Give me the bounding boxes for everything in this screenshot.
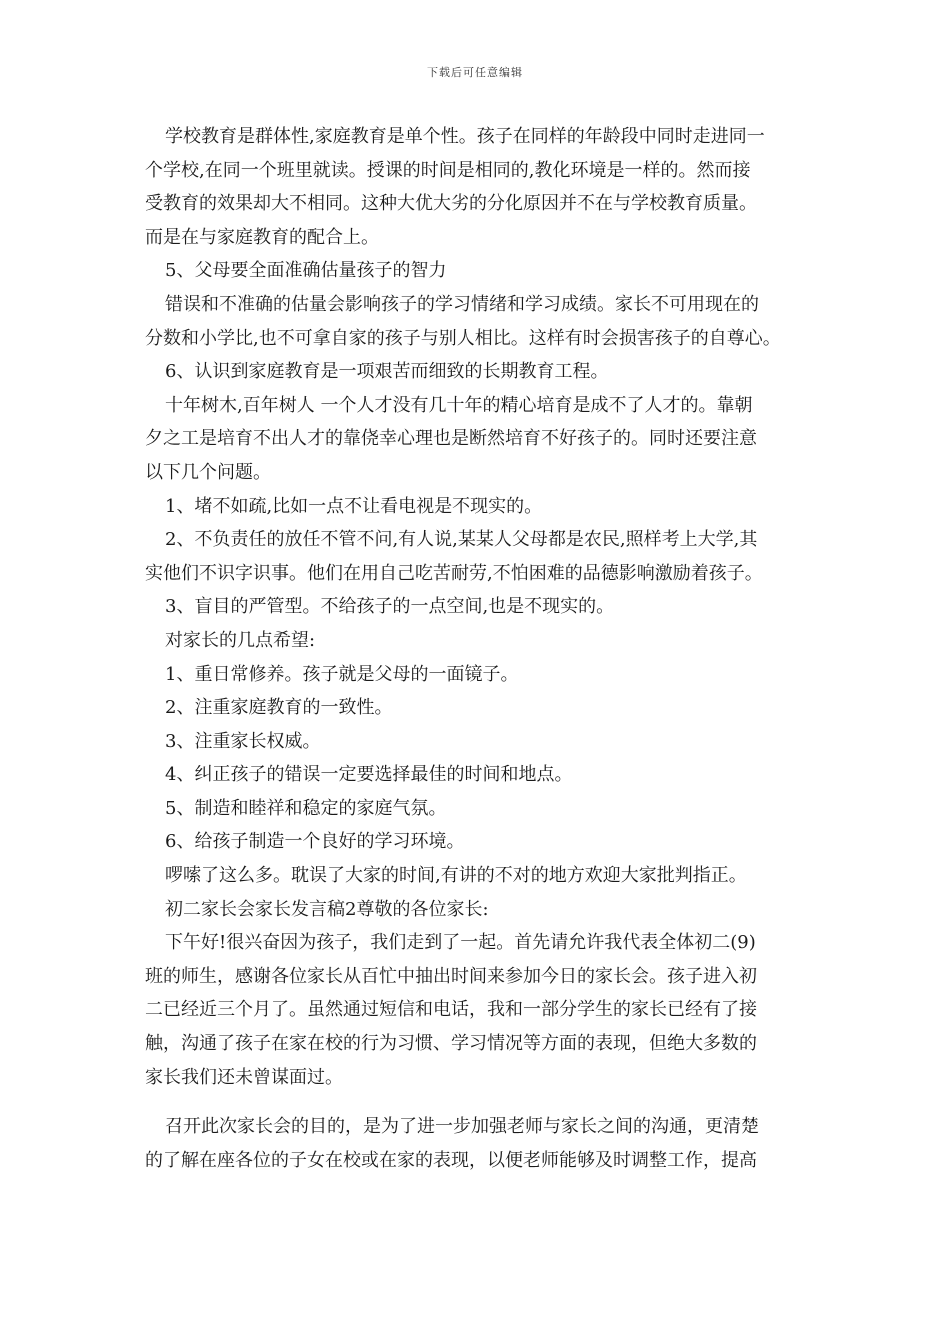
section-heading: 5、父母要全面准确估量孩子的智力 — [165, 260, 447, 282]
text-line: 啰嗦了这么多。耽误了大家的时间,有讲的不对的地方欢迎大家批判指正。 — [165, 865, 747, 887]
text-line: 十年树木,百年树人 一个人才没有几十年的精心培育是成不了人才的。靠朝 — [165, 394, 753, 416]
text-line: 而是在与家庭教育的配合上。 — [145, 226, 379, 248]
list-item: 2、不负责任的放任不管不问,有人说,某某人父母都是农民,照样考上大学,其 — [165, 529, 758, 551]
list-item: 2、注重家庭教育的一致性。 — [165, 697, 393, 719]
list-item: 1、堵不如疏,比如一点不让看电视是不现实的。 — [165, 495, 543, 517]
list-item: 3、盲目的严管型。不给孩子的一点空间,也是不现实的。 — [165, 596, 615, 618]
text-line: 的了解在座各位的子女在校或在家的表现，以便老师能够及时调整工作，提高 — [145, 1149, 757, 1171]
text-line: 实他们不识字识事。他们在用自己吃苦耐劳,不怕困难的品德影响激励着孩子。 — [145, 562, 763, 584]
page-header: 下载后可任意编辑 — [427, 66, 523, 79]
list-item: 3、注重家长权威。 — [165, 730, 321, 752]
section-heading: 对家长的几点希望: — [165, 629, 316, 651]
text-line: 夕之工是培育不出人才的靠侥幸心理也是断然培育不好孩子的。同时还要注意 — [145, 428, 757, 450]
list-item: 6、给孩子制造一个良好的学习环境。 — [165, 831, 465, 853]
text-line: 以下几个问题。 — [145, 461, 271, 483]
text-line: 个学校,在同一个班里就读。授课的时间是相同的,教化环境是一样的。然而接 — [145, 159, 751, 181]
text-line: 错误和不准确的估量会影响孩子的学习情绪和学习成绩。家长不可用现在的 — [165, 293, 759, 315]
document-body — [145, 120, 810, 1177]
text-line: 二已经近三个月了。虽然通过短信和电话，我和一部分学生的家长已经有了接 — [145, 999, 757, 1021]
text-line: 分数和小学比,也不可拿自家的孩子与别人相比。这样有时会损害孩子的自尊心。 — [145, 327, 781, 349]
text-line: 召开此次家长会的目的，是为了进一步加强老师与家长之间的沟通，更清楚 — [165, 1116, 759, 1138]
section-heading: 6、认识到家庭教育是一项艰苦而细致的长期教育工程。 — [165, 361, 609, 383]
text-line: 受教育的效果却大不相同。这种大优大劣的分化原因并不在与学校教育质量。 — [145, 193, 757, 215]
text-line: 触，沟通了孩子在家在校的行为习惯、学习情况等方面的表现，但绝大多数的 — [145, 1033, 757, 1055]
text-line: 下午好!很兴奋因为孩子，我们走到了一起。首先请允许我代表全体初二(9) — [165, 932, 756, 954]
list-item: 1、重日常修养。孩子就是父母的一面镜子。 — [165, 663, 519, 685]
list-item: 5、制造和睦祥和稳定的家庭气氛。 — [165, 797, 447, 819]
document-title: 初二家长会家长发言稿2尊敬的各位家长: — [165, 898, 489, 920]
text-line: 家长我们还未曾谋面过。 — [145, 1066, 343, 1088]
list-item: 4、纠正孩子的错误一定要选择最佳的时间和地点。 — [165, 764, 573, 786]
text-line: 班的师生，感谢各位家长从百忙中抽出时间来参加今日的家长会。孩子进入初 — [145, 965, 757, 987]
text-line: 学校教育是群体性,家庭教育是单个性。孩子在同样的年龄段中同时走进同一 — [165, 126, 765, 147]
